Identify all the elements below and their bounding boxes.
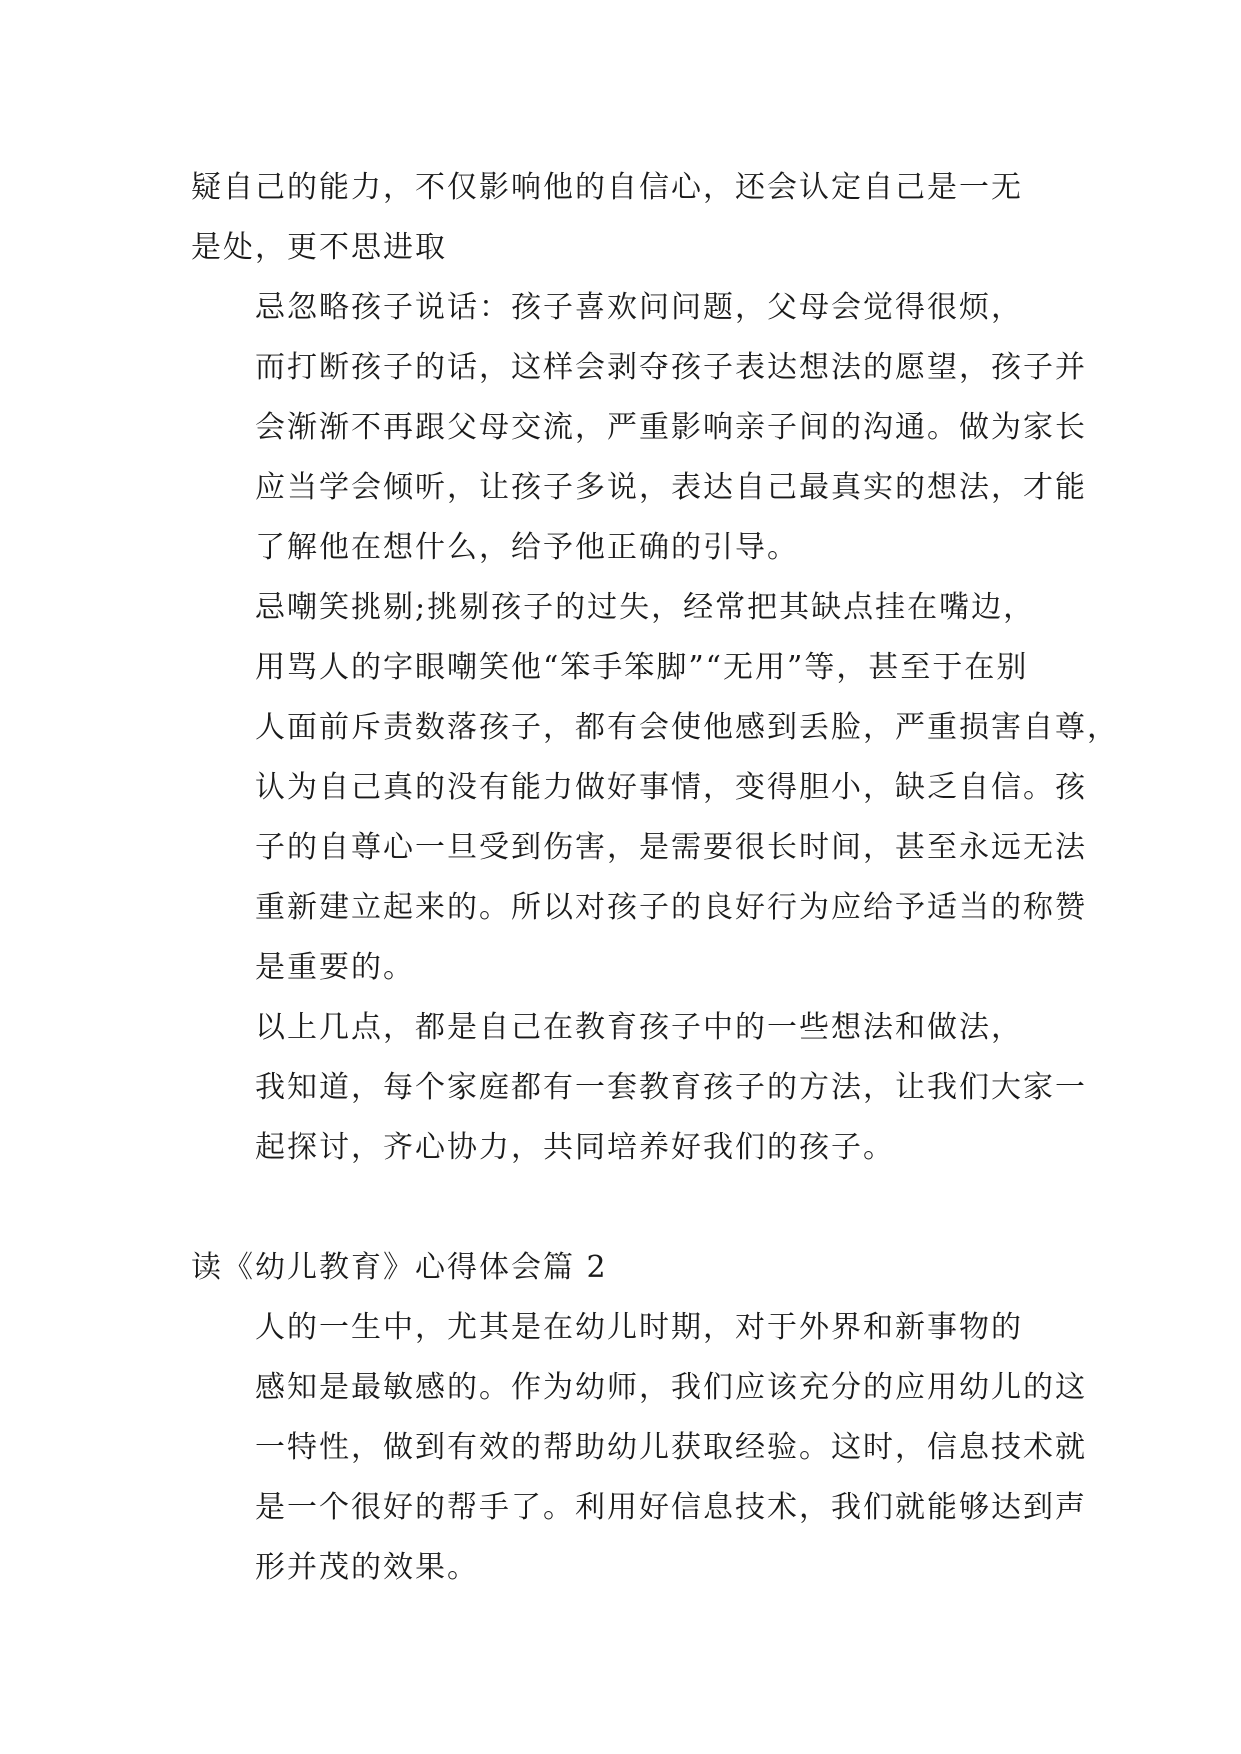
- paragraph: [191, 578, 1119, 998]
- text-line: 人面前斥责数落孩子，都有会使他感到丢脸，严重损害自尊，: [255, 710, 1119, 745]
- text-line: 了解他在想什么，给予他正确的引导。: [255, 530, 799, 565]
- section-heading: 读《幼儿教育》心得体会篇 2: [191, 1250, 608, 1285]
- text-line: 是重要的。: [255, 950, 415, 985]
- paragraph: [191, 998, 1087, 1178]
- text-line: 会渐渐不再跟父母交流，严重影响亲子间的沟通。做为家长: [255, 410, 1087, 445]
- text-line: 是处，更不思进取: [191, 230, 447, 265]
- text-line: 我知道，每个家庭都有一套教育孩子的方法，让我们大家一: [255, 1070, 1087, 1105]
- text-line: 感知是最敏感的。作为幼师，我们应该充分的应用幼儿的这: [255, 1370, 1087, 1405]
- text-line: 应当学会倾听，让孩子多说，表达自己最真实的想法，才能: [255, 470, 1087, 505]
- text-line: 疑自己的能力，不仅影响他的自信心，还会认定自己是一无: [191, 170, 1023, 205]
- text-line: 一特性，做到有效的帮助幼儿获取经验。这时，信息技术就: [255, 1430, 1087, 1465]
- text-line: 忌忽略孩子说话：孩子喜欢问问题，父母会觉得很烦，: [255, 290, 1023, 325]
- text-line: 用骂人的字眼嘲笑他“笨手笨脚”“无用”等，甚至于在别: [255, 650, 1029, 685]
- text-line: 子的自尊心一旦受到伤害，是需要很长时间，甚至永远无法: [255, 830, 1087, 865]
- paragraph: [191, 1298, 1087, 1598]
- text-line: 起探讨，齐心协力，共同培养好我们的孩子。: [255, 1130, 895, 1165]
- text-line: 忌嘲笑挑剔;挑剔孩子的过失，经常把其缺点挂在嘴边，: [255, 590, 1036, 625]
- paragraph: [191, 158, 1071, 278]
- section-gap: [191, 1178, 1071, 1238]
- paragraph: [191, 278, 1087, 578]
- text-line: 认为自己真的没有能力做好事情，变得胆小，缺乏自信。孩: [255, 770, 1087, 805]
- document-body: [191, 158, 1119, 1598]
- text-line: 以上几点，都是自己在教育孩子中的一些想法和做法，: [255, 1010, 1023, 1045]
- text-line: 重新建立起来的。所以对孩子的良好行为应给予适当的称赞: [255, 890, 1087, 925]
- text-line: 而打断孩子的话，这样会剥夺孩子表达想法的愿望，孩子并: [255, 350, 1087, 385]
- text-line: 人的一生中，尤其是在幼儿时期，对于外界和新事物的: [255, 1310, 1023, 1345]
- text-line: 形并茂的效果。: [255, 1550, 479, 1585]
- text-line: 是一个很好的帮手了。利用好信息技术，我们就能够达到声: [255, 1490, 1087, 1525]
